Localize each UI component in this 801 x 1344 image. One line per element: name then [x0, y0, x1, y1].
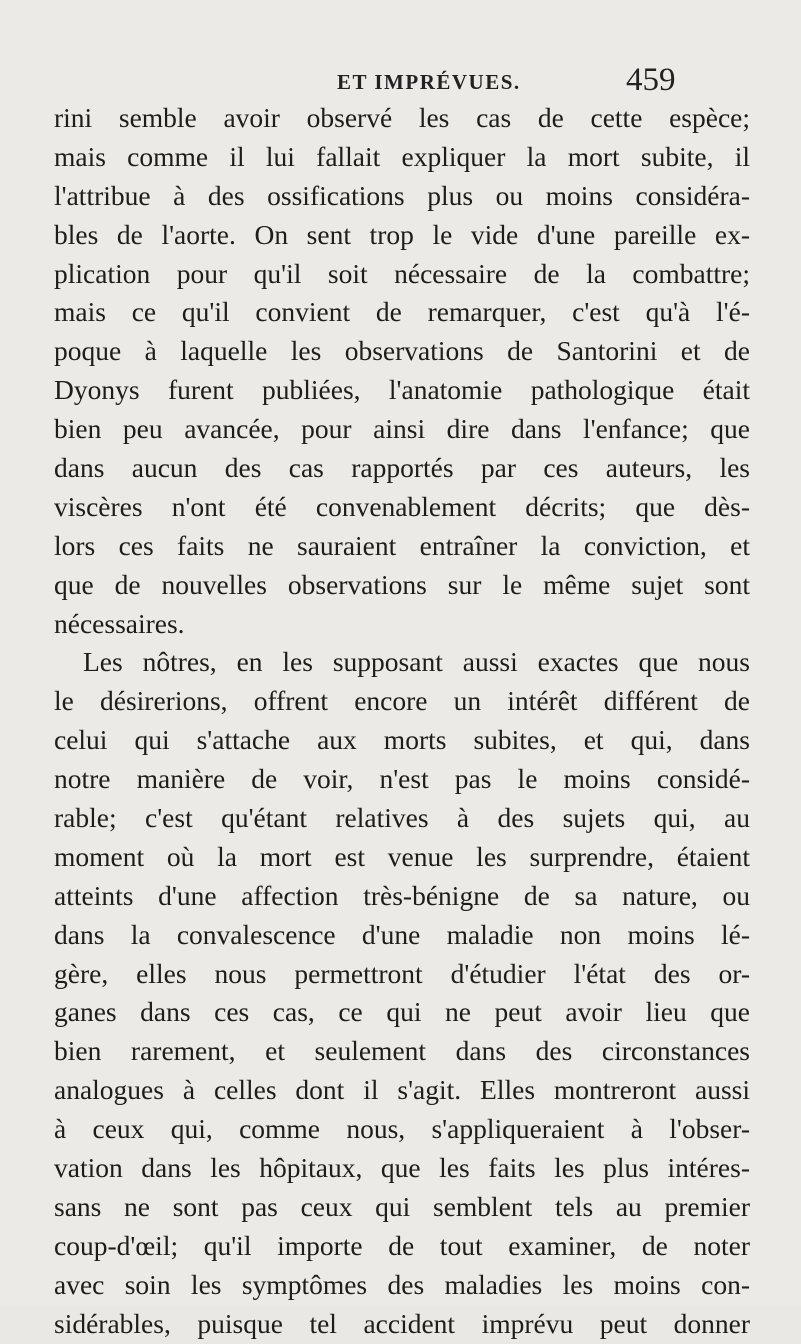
text-line: plication pour qu'il soit nécessaire de la combattre;: [54, 257, 750, 289]
text-line: l'attribue à des ossifications plus ou moins considéra-: [54, 179, 750, 211]
text-line: poque à laquelle les observations de Santorini et de: [54, 335, 750, 367]
paragraph-end-line: nécessaires.: [54, 607, 185, 639]
text-line: le désirerions, offrent encore un intérêt différent de: [54, 685, 750, 717]
running-title: ET IMPRÉVUES.: [337, 70, 521, 94]
text-line: à ceux qui, comme nous, s'appliqueraient à l'obser-: [54, 1113, 750, 1145]
text-line: bien rarement, et seulement dans des circonstances: [54, 1035, 750, 1067]
text-line: avec soin les symptômes des maladies les moins con-: [54, 1268, 750, 1300]
text-line: dans la convalescence d'une maladie non moins lé-: [54, 918, 750, 950]
text-line: viscères n'ont été convenablement décrits; que dès-: [54, 490, 750, 522]
text-line: lors ces faits ne sauraient entraîner la conviction, et: [54, 529, 750, 561]
text-line: sidérables, puisque tel accident imprévu peut donner: [54, 1307, 750, 1339]
text-line: gère, elles nous permettront d'étudier l'état des or-: [54, 957, 750, 989]
text-line: celui qui s'attache aux morts subites, et qui, dans: [54, 724, 750, 756]
text-line: ganes dans ces cas, ce qui ne peut avoir lieu que: [54, 996, 750, 1028]
text-line: dans aucun des cas rapportés par ces auteurs, les: [54, 452, 750, 484]
text-line: notre manière de voir, n'est pas le moins considé-: [54, 763, 750, 795]
paragraph-start-line: Les nôtres, en les supposant aussi exactes que nous: [83, 646, 750, 678]
text-line: rable; c'est qu'étant relatives à des sujets qui, au: [54, 802, 750, 834]
running-head: [0, 62, 801, 102]
text-line: que de nouvelles observations sur le même sujet sont: [54, 568, 750, 600]
text-line: sans ne sont pas ceux qui semblent tels au premier: [54, 1190, 750, 1222]
text-line: vation dans les hôpitaux, que les faits les plus intéres-: [54, 1152, 750, 1184]
text-line: coup-d'œil; qu'il importe de tout examiner, de noter: [54, 1229, 750, 1261]
text-line: rini semble avoir observé les cas de cette espèce;: [54, 102, 750, 133]
text-line: Dyonys furent publiées, l'anatomie pathologique était: [54, 374, 750, 406]
text-line: bles de l'aorte. On sent trop le vide d'une pareille ex-: [54, 218, 750, 250]
page-number: 459: [626, 62, 676, 98]
text-line: mais comme il lui fallait expliquer la mort subite, il: [54, 140, 750, 172]
text-line: mais ce qu'il convient de remarquer, c'est qu'à l'é-: [54, 296, 750, 328]
body-text: [54, 99, 750, 1344]
text-line: moment où la mort est venue les surprendre, étaient: [54, 840, 750, 872]
text-line: bien peu avancée, pour ainsi dire dans l'enfance; que: [54, 413, 750, 445]
text-line: atteints d'une affection très-bénigne de sa nature, ou: [54, 879, 750, 911]
text-line: analogues à celles dont il s'agit. Elles montreront aussi: [54, 1074, 750, 1106]
